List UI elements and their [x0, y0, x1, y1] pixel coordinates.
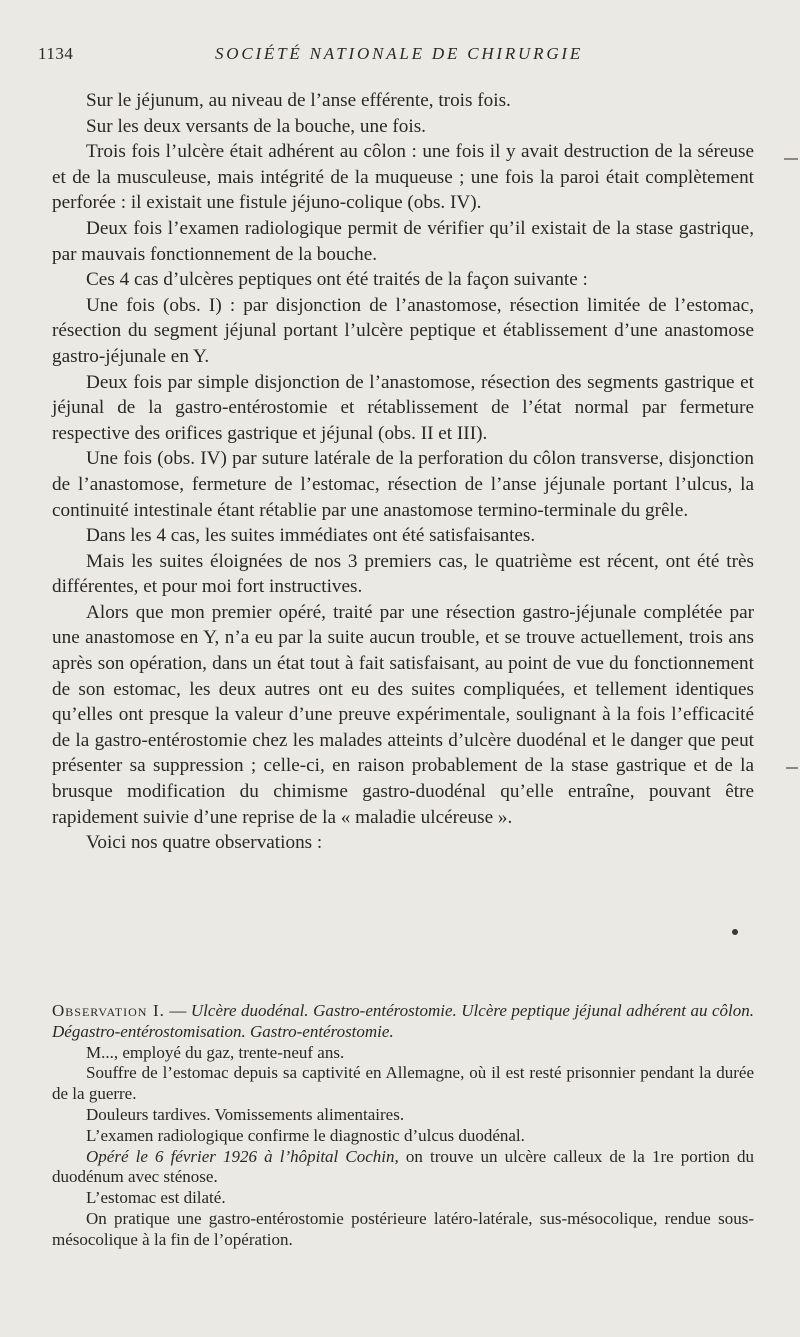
page-number: 1134 — [38, 44, 74, 63]
observation-paragraph: M..., employé du gaz, trente-neuf ans. — [86, 1042, 345, 1062]
margin-mark — [784, 158, 798, 160]
paragraph: Une fois (obs. I) : par disjonction de l’anastomose, résection limitée de l’estomac, résection du segment jéjunal portant l’ulcère peptique et établissement d’une anastomose gastro-jéjunale en Y. — [52, 294, 754, 367]
observation-paragraph: Souffre de l’estomac depuis sa captivité en Allemagne, où il est resté prisonnier pendant la durée de la guerre. — [52, 1063, 754, 1104]
paragraph: Trois fois l’ulcère était adhérent au côlon : une fois il y avait destruction de la séreuse et de la musculeuse, mais intégrité de la muqueuse ; une fois la paroi était complètement perforée : il existait une fistule jéjuno-colique (obs. IV). — [52, 141, 754, 214]
paragraph: Mais les suites éloignées de nos 3 premiers cas, le quatrième est récent, ont été très différentes, et pour moi fort instructives. — [52, 550, 754, 598]
paragraph: Dans les 4 cas, les suites immédiates ont été satisfaisantes. — [86, 525, 536, 547]
observation-dash: — — [164, 1001, 191, 1020]
running-title: SOCIÉTÉ NATIONALE DE CHIRURGIE — [214, 44, 584, 63]
observation-paragraph: L’examen radiologique confirme le diagnostic d’ulcus duodénal. — [86, 1125, 525, 1145]
paragraph: Deux fois l’examen radiologique permit de vérifier qu’il existait de la stase gastrique, par mauvais fonctionnement de la bouche. — [52, 217, 754, 265]
ink-spot — [732, 929, 738, 935]
observation-paragraph: On pratique une gastro-entérostomie postérieure latéro-latérale, sus-mésocolique, rendue sous-mésocolique à la fin de l’opération. — [52, 1208, 754, 1249]
paragraph: Ces 4 cas d’ulcères peptiques ont été traités de la façon suivante : — [86, 269, 588, 291]
observation-label: Observation I. — [52, 1001, 165, 1020]
observation-title: Ulcère duodénal. Gastro-entérostomie. Ulcère peptique jéjunal adhérent au côlon. Dégastro-entérostomisation. Gastro-entérostomie. — [52, 1001, 755, 1041]
margin-mark — [786, 767, 798, 769]
observation-paragraph: L’estomac est dilaté. — [86, 1188, 226, 1208]
page-header — [38, 44, 760, 70]
paragraph: Sur le jéjunum, au niveau de l’anse efférente, trois fois. — [86, 90, 511, 111]
paragraph: Alors que mon premier opéré, traité par une résection gastro-jéjunale complétée par une anastomose en Y, n’a eu par la suite aucun trouble, et se trouve actuellement, trois ans après son opération, dans un état tout à fait satisfaisant, au point de vue du fonctionnement de son estomac, les deux autres ont eu des suites compliquées, et tellement identiques qu’elles ont presque la valeur d’une preuve expérimentale, soulignant à la fois l’efficacité de la gastro-entérostomie chez les malades atteints d’ulcère duodénal et le danger que peut présenter sa suppression ; celle-ci, en raison probablement de la stase gastrique et de la brusque modification du chimisme gastro-duodénal qu’elle entraîne, pouvant être rapidement suivie d’une reprise de la « maladie ulcéreuse ». — [52, 601, 754, 828]
paragraph: Deux fois par simple disjonction de l’anastomose, résection des segments gastrique et jéjunal de la gastro-entérostomie et rétablissement de l’état normal par fermeture respective des orifices gastrique et jéjunal (obs. II et III). — [52, 371, 754, 444]
main-text — [52, 88, 754, 856]
observation-section — [52, 1001, 754, 1251]
operation-date: Opéré le 6 février 1926 à l’hôpital Cochin, — [86, 1146, 399, 1166]
paragraph: Voici nos quatre observations : — [86, 832, 323, 854]
paragraph: Sur les deux versants de la bouche, une fois. — [86, 115, 426, 137]
observation-heading — [52, 1001, 754, 1043]
operation-findings: on trouve un ulcère calleux de la 1re portion du duodénum avec sténose. — [52, 1146, 754, 1187]
observation-paragraph: Douleurs tardives. Vomissements alimentaires. — [86, 1104, 405, 1124]
paragraph: Une fois (obs. IV) par suture latérale de la perforation du côlon transverse, disjonction de l’anastomose, fermeture de l’estomac, résection de l’anse jéjunale portant l’ulcus, la continuité intestinale étant rétablie par une anastomose termino-terminale du grêle. — [52, 448, 754, 521]
observation-paragraph — [52, 1147, 754, 1189]
